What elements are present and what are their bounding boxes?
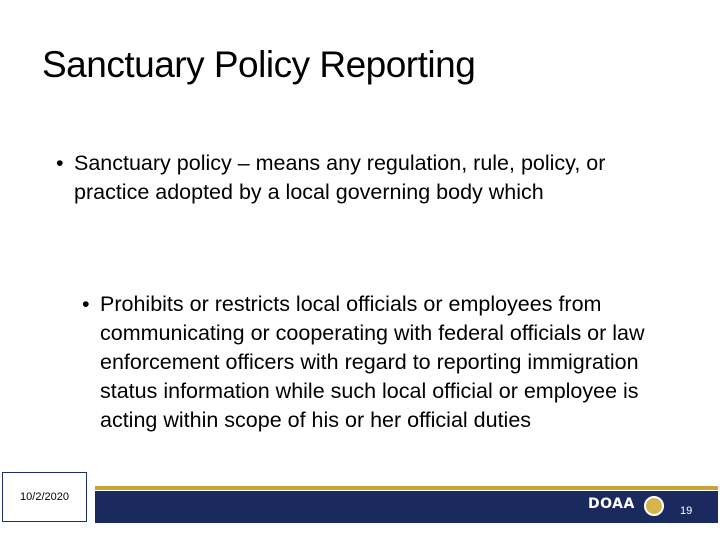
bullet-dot-icon: • bbox=[56, 151, 64, 175]
footer-accent-line bbox=[95, 486, 718, 490]
seal-icon bbox=[644, 496, 664, 516]
bullet-text: Prohibits or restricts local officials or employees from communicating or cooperating with federal officials or law enforcement officers with regard to reporting immigration status information while such local official or employee is acting within scope of his or her official duties bbox=[100, 292, 645, 432]
slide-title: Sanctuary Policy Reporting bbox=[42, 44, 476, 85]
logo-text: DOAA bbox=[588, 496, 635, 512]
page-number: 19 bbox=[680, 505, 693, 517]
bullet-text: Sanctuary policy – means any regulation, rule, policy, or practice adopted by a local governing body which bbox=[74, 151, 606, 204]
bullet-level1 bbox=[56, 149, 654, 207]
date-text: 10/2/2020 bbox=[20, 491, 69, 503]
bullet-dot-icon: • bbox=[82, 292, 90, 316]
bullet-level2 bbox=[82, 290, 680, 435]
footer-date bbox=[2, 472, 87, 522]
